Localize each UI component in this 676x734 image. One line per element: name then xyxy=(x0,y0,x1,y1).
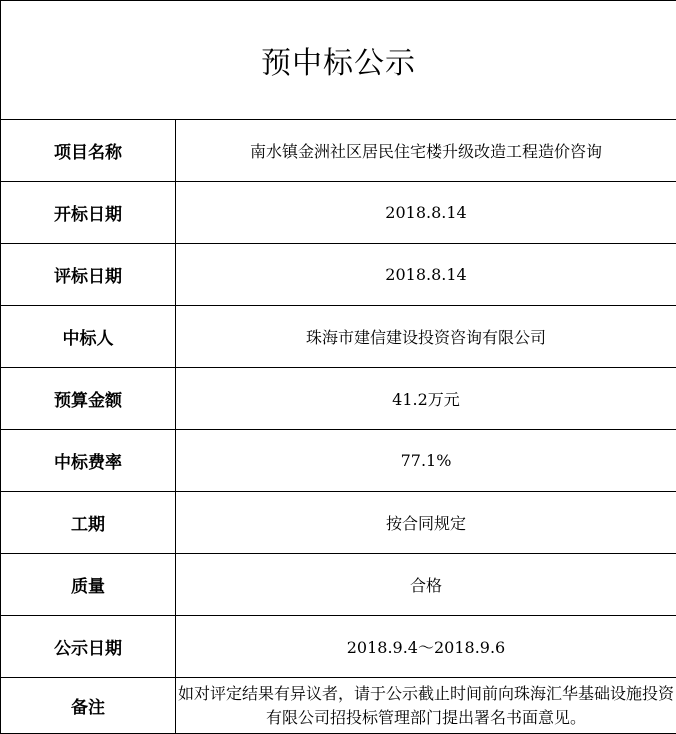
row-evaluation-date xyxy=(1,244,676,306)
remarks-value: 如对评定结果有异议者，请于公示截止时间前向珠海汇华基础设施投资有限公司招投标管理部门提出署名书面意见。 xyxy=(176,678,676,734)
duration-label: 工期 xyxy=(1,492,176,554)
row-winning-bidder xyxy=(1,306,676,368)
remarks-label: 备注 xyxy=(1,678,176,734)
budget-amount-label: 预算金额 xyxy=(1,368,176,430)
row-publicity-date xyxy=(1,616,676,678)
row-remarks xyxy=(1,678,676,734)
project-name-label: 项目名称 xyxy=(1,120,176,182)
page-title: 预中标公示 xyxy=(1,1,676,120)
row-project-name xyxy=(1,120,676,182)
quality-value: 合格 xyxy=(176,554,676,616)
row-duration xyxy=(1,492,676,554)
publicity-date-label: 公示日期 xyxy=(1,616,176,678)
row-budget-amount xyxy=(1,368,676,430)
publicity-date-value: 2018.9.4～2018.9.6 xyxy=(176,616,676,678)
budget-amount-value: 41.2万元 xyxy=(176,368,676,430)
evaluation-date-value: 2018.8.14 xyxy=(176,244,676,306)
row-quality xyxy=(1,554,676,616)
bid-open-date-label: 开标日期 xyxy=(1,182,176,244)
quality-label: 质量 xyxy=(1,554,176,616)
row-bid-open-date xyxy=(1,182,676,244)
project-name-value: 南水镇金洲社区居民住宅楼升级改造工程造价咨询 xyxy=(176,120,676,182)
evaluation-date-label: 评标日期 xyxy=(1,244,176,306)
duration-value: 按合同规定 xyxy=(176,492,676,554)
title-row xyxy=(1,1,676,120)
fee-rate-value: 77.1% xyxy=(176,430,676,492)
bid-open-date-value: 2018.8.14 xyxy=(176,182,676,244)
winning-bidder-value: 珠海市建信建设投资咨询有限公司 xyxy=(176,306,676,368)
fee-rate-label: 中标费率 xyxy=(1,430,176,492)
winning-bidder-label: 中标人 xyxy=(1,306,176,368)
row-fee-rate xyxy=(1,430,676,492)
